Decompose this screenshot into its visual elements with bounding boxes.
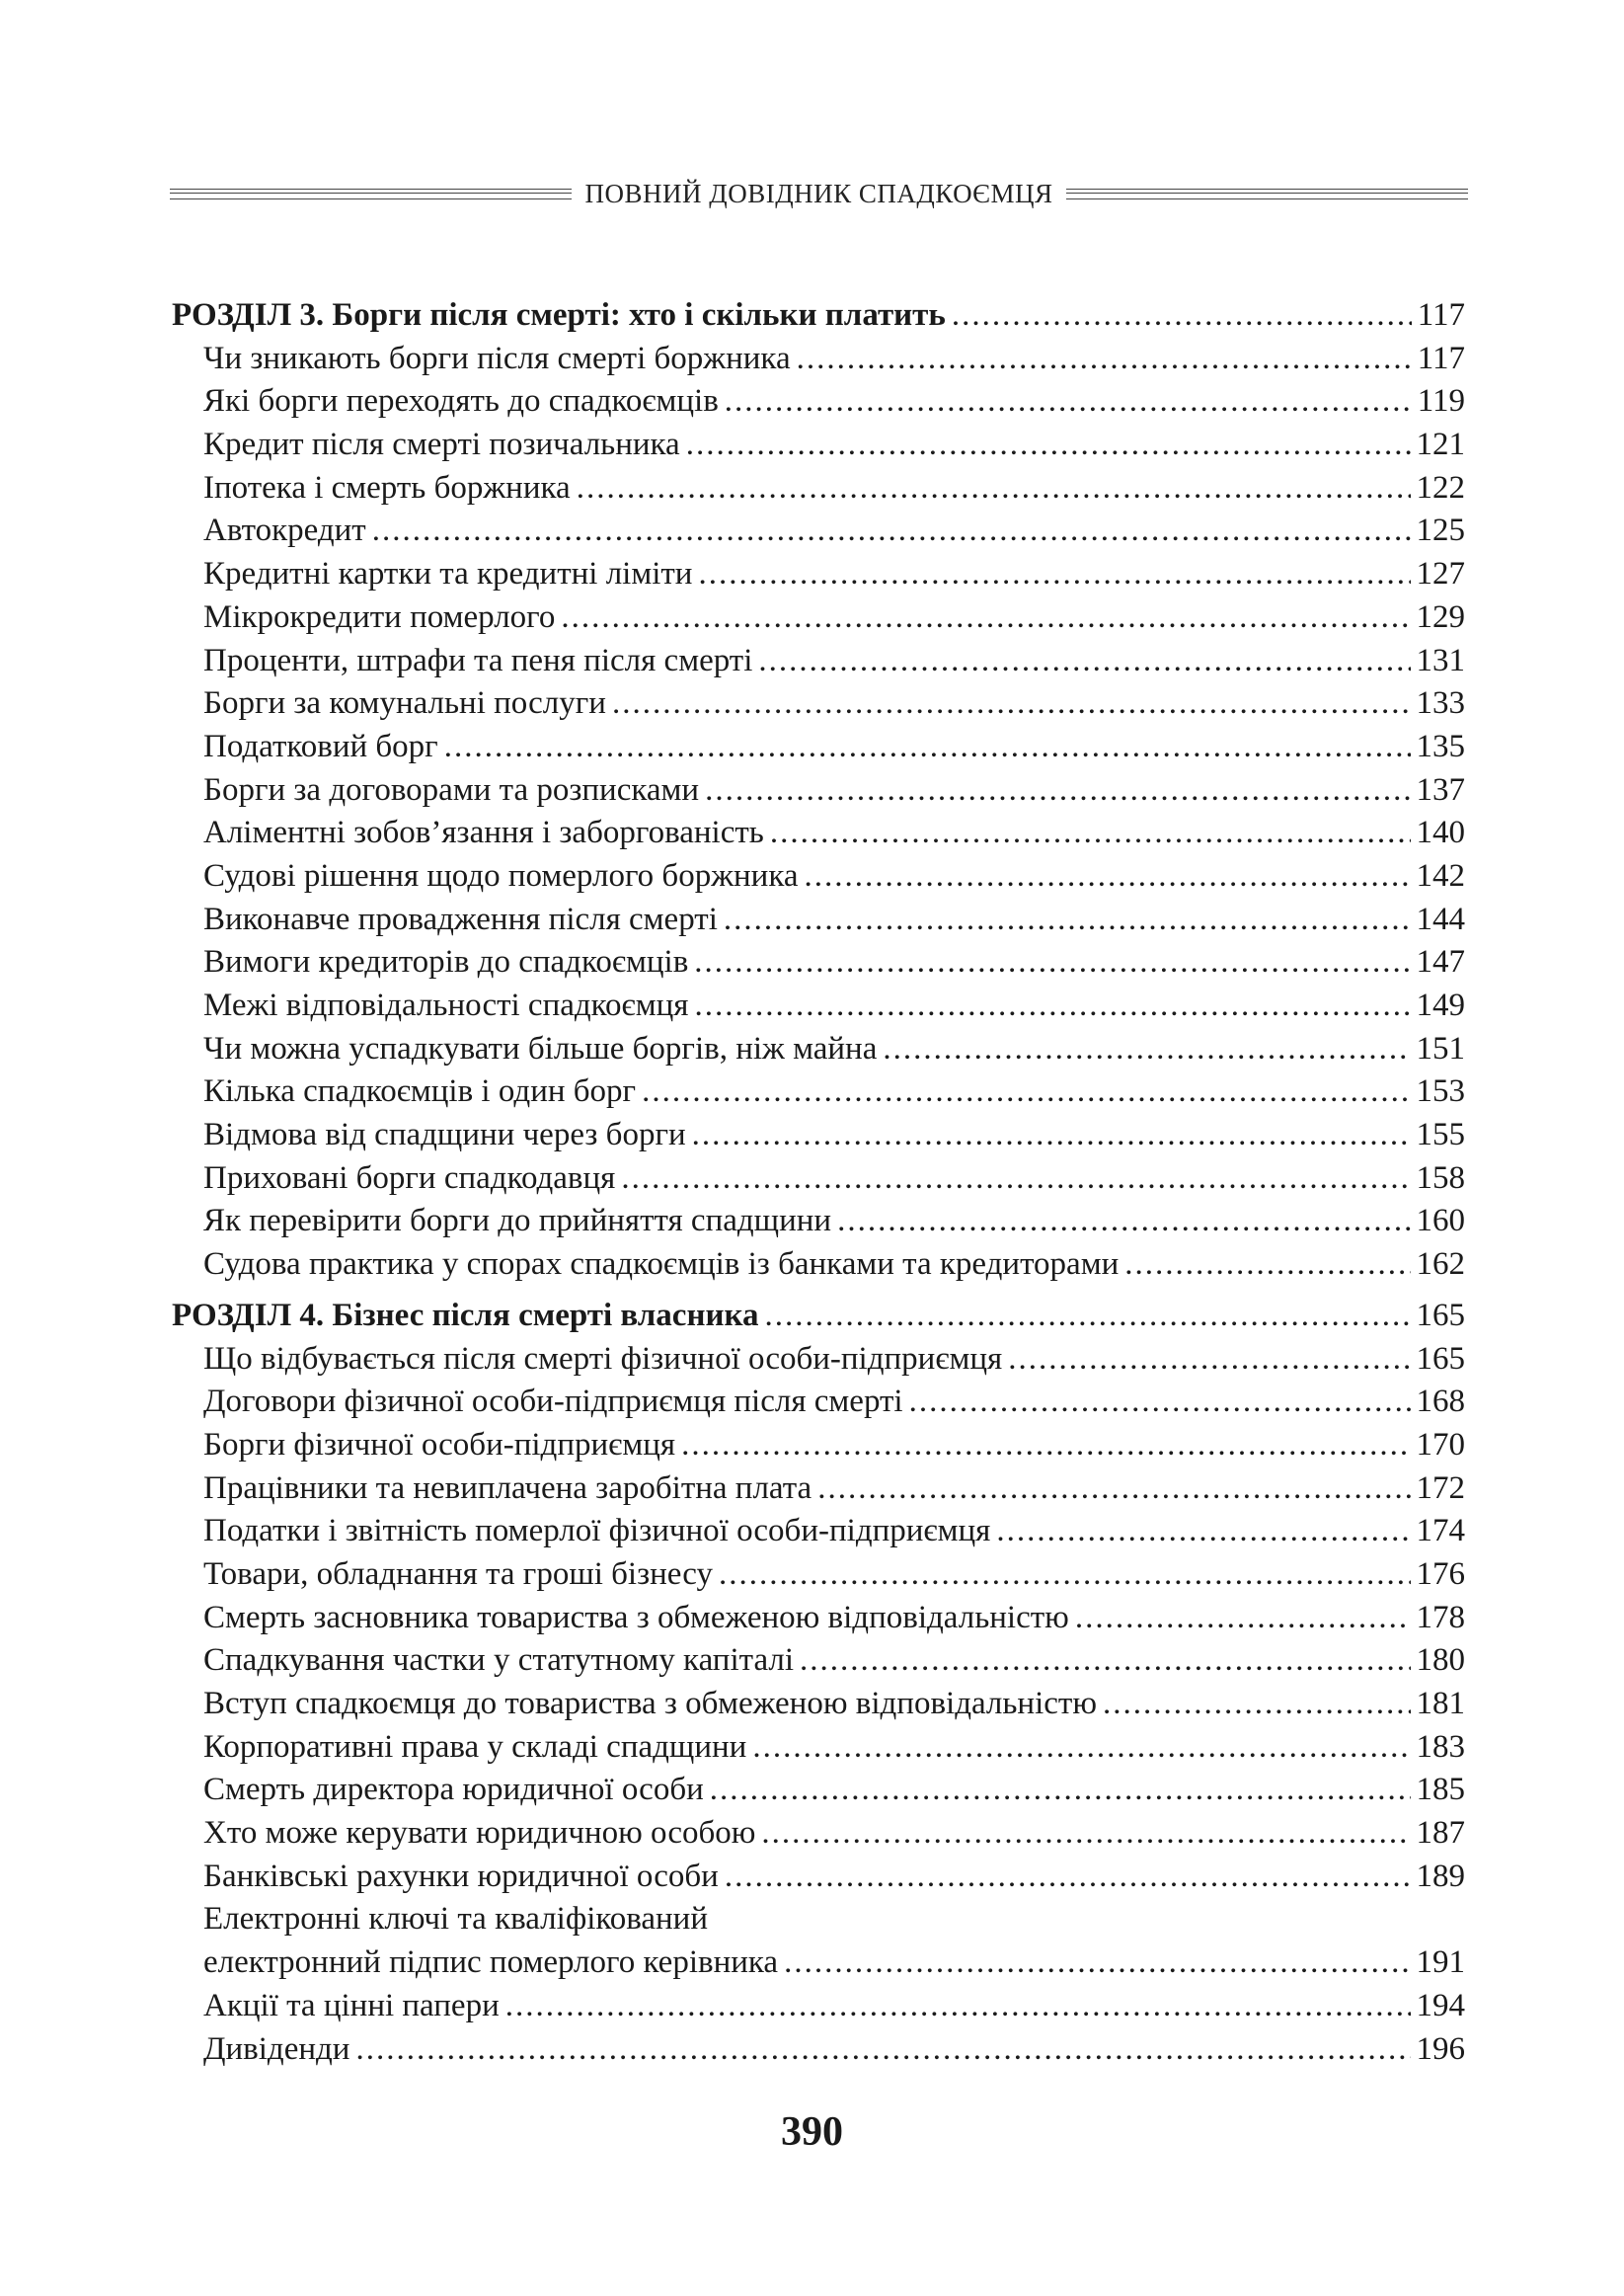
toc-entry	[172, 1683, 1465, 1726]
toc-entry-title: Приховані борги спадкодавця	[203, 1159, 616, 1196]
toc-entry	[172, 553, 1465, 596]
toc-entry	[172, 1381, 1465, 1424]
toc-entry-title: РОЗДІЛ 4. Бізнес після смерті власника	[172, 1297, 759, 1333]
toc-entry	[172, 1243, 1465, 1287]
dot-leader	[694, 985, 1410, 1028]
toc-entry-title: Вступ спадкоємця до товариства з обмеженою відповідальністю	[203, 1686, 1097, 1721]
toc-entry	[172, 855, 1465, 899]
header-rule-right	[1066, 189, 1468, 199]
toc-page-number: 158	[1416, 1159, 1465, 1196]
dot-leader	[800, 1639, 1410, 1683]
toc-entry	[172, 1114, 1465, 1157]
dot-leader	[770, 812, 1411, 855]
toc-page-number: 183	[1416, 1728, 1465, 1765]
dot-leader	[1075, 1597, 1411, 1640]
toc-entry-title: Аліментні зобов’язання і заборгованість	[203, 815, 764, 851]
toc-entry-title: Податковий борг	[203, 728, 438, 764]
toc-page-number: 117	[1417, 340, 1465, 376]
dot-leader	[621, 1157, 1410, 1201]
dot-leader	[764, 1295, 1410, 1338]
toc-entry	[172, 1985, 1465, 2028]
toc-page-number: 176	[1416, 1555, 1465, 1592]
dot-leader	[724, 899, 1411, 942]
dot-leader	[372, 510, 1411, 553]
toc-entry-title: Які борги переходять до спадкоємців	[203, 383, 719, 420]
toc-entry	[172, 596, 1465, 640]
toc-page-number: 165	[1416, 1297, 1465, 1333]
toc-section-entry	[172, 1295, 1465, 1338]
toc-page-number: 125	[1416, 513, 1465, 549]
toc-entry	[172, 1510, 1465, 1553]
toc-entry	[172, 941, 1465, 985]
toc-entry	[172, 985, 1465, 1028]
dot-leader	[681, 1424, 1410, 1467]
toc-page-number: 194	[1416, 1987, 1465, 2023]
dot-leader	[612, 682, 1411, 726]
toc-page-number: 162	[1416, 1246, 1465, 1283]
dot-leader	[577, 467, 1411, 511]
toc-page-number: 181	[1416, 1686, 1465, 1721]
toc-page-number: 133	[1416, 685, 1465, 722]
toc-page-number: 144	[1416, 901, 1465, 937]
toc-entry-title: Дивіденди	[203, 2030, 350, 2067]
toc-page-number: 129	[1416, 598, 1465, 635]
toc-page-number: 149	[1416, 988, 1465, 1023]
toc-entry	[172, 380, 1465, 424]
toc-entry	[172, 1424, 1465, 1467]
dot-leader	[692, 1114, 1411, 1157]
toc-entry-title: Судова практика у спорах спадкоємців із банками та кредиторами	[203, 1246, 1120, 1283]
toc-section-entry	[172, 294, 1465, 338]
dot-leader	[797, 338, 1412, 381]
page-number: 390	[781, 2109, 843, 2155]
toc-page-number: 117	[1417, 297, 1465, 333]
toc-entry-title: Відмова від спадщини через борги	[203, 1117, 686, 1153]
dot-leader	[805, 855, 1411, 899]
toc-entry	[172, 1941, 1465, 1985]
toc-entry	[172, 1812, 1465, 1856]
toc-page-number: 187	[1416, 1815, 1465, 1852]
toc-entry-title: Виконавче провадження після смерті	[203, 901, 718, 937]
toc-page-number: 121	[1416, 427, 1465, 463]
toc-entry	[172, 899, 1465, 942]
toc-page-number: 168	[1416, 1384, 1465, 1420]
toc-page-number: 153	[1416, 1073, 1465, 1110]
toc-entry-title: Банківські рахунки юридичної особи	[203, 1858, 719, 1894]
dot-leader	[909, 1381, 1411, 1424]
header-rule-left	[170, 189, 572, 199]
toc-entry	[172, 726, 1465, 769]
dot-leader	[837, 1200, 1410, 1243]
toc-page-number: 174	[1416, 1513, 1465, 1549]
toc-entry-title: Судові рішення щодо померлого боржника	[203, 857, 799, 894]
toc-entry	[172, 1338, 1465, 1382]
toc-entry-title: Хто може керувати юридичною особою	[203, 1815, 756, 1852]
toc-entry	[172, 1553, 1465, 1597]
toc-entry	[172, 640, 1465, 683]
toc-page-number: 135	[1416, 728, 1465, 764]
dot-leader	[996, 1510, 1410, 1553]
dot-leader	[761, 1812, 1410, 1856]
dot-leader	[710, 1769, 1411, 1812]
toc-page-number: 131	[1416, 642, 1465, 678]
toc-entry-title: Борги фізичної особи-підприємця	[203, 1426, 676, 1463]
toc-page-number: 137	[1416, 771, 1465, 808]
toc-page-number: 170	[1416, 1426, 1465, 1463]
toc-entry-title: Межі відповідальності спадкоємця	[203, 988, 689, 1023]
toc-page-number: 178	[1416, 1599, 1465, 1635]
toc-page-number: 185	[1416, 1772, 1465, 1808]
toc-entry	[172, 1726, 1465, 1770]
dot-leader	[784, 1941, 1410, 1985]
toc-entry	[172, 1157, 1465, 1201]
dot-leader	[505, 1985, 1411, 2028]
toc-entry-title: Товари, обладнання та гроші бізнесу	[203, 1555, 713, 1592]
toc-entry-title: Акції та цінні папери	[203, 1987, 500, 2023]
toc-page-number: 127	[1416, 556, 1465, 593]
toc-entry	[172, 1856, 1465, 1899]
dot-leader	[1103, 1683, 1411, 1726]
toc-entry-title: електронний підпис померлого керівника	[203, 1944, 779, 1981]
dot-leader	[752, 1726, 1410, 1770]
toc-entry-title: Чи зникають борги після смерті боржника	[203, 340, 791, 376]
toc-entry	[172, 812, 1465, 855]
dot-leader	[705, 769, 1410, 813]
toc-page-number: 191	[1416, 1944, 1465, 1981]
dot-leader	[686, 424, 1411, 467]
dot-leader	[355, 2028, 1410, 2072]
toc-entry	[172, 1070, 1465, 1114]
toc-entry-title: Чи можна успадкувати більше боргів, ніж майна	[203, 1030, 878, 1067]
dot-leader	[883, 1028, 1410, 1071]
toc-entry-title: Кілька спадкоємців і один борг	[203, 1073, 637, 1110]
toc-entry-title: Вимоги кредиторів до спадкоємців	[203, 944, 689, 981]
toc-entry	[172, 510, 1465, 553]
toc-entry-title: Корпоративні права у складі спадщини	[203, 1728, 747, 1765]
dot-leader	[1124, 1243, 1410, 1287]
dot-leader	[758, 640, 1410, 683]
toc-page-number: 142	[1416, 857, 1465, 894]
toc-page-number: 160	[1416, 1203, 1465, 1239]
toc-entry	[172, 467, 1465, 511]
toc-page-number: 119	[1417, 383, 1465, 420]
toc-page-number: 196	[1416, 2030, 1465, 2067]
dot-leader	[952, 294, 1412, 338]
dot-leader	[725, 1856, 1411, 1899]
toc-entry-title: Працівники та невиплачена заробітна плата	[203, 1469, 812, 1506]
dot-leader	[642, 1070, 1410, 1114]
toc-entry-title: Смерть засновника товариства з обмеженою відповідальністю	[203, 1599, 1069, 1635]
toc-entry-title: Спадкування частки у статутному капіталі	[203, 1642, 795, 1679]
toc-entry	[172, 1769, 1465, 1812]
toc-entry-title: Електронні ключі та кваліфікований	[203, 1901, 709, 1938]
toc-page-number: 151	[1416, 1030, 1465, 1067]
toc-entry-title: Кредит після смерті позичальника	[203, 427, 680, 463]
dot-leader	[1008, 1338, 1410, 1382]
toc-entry	[172, 1028, 1465, 1071]
toc-entry	[172, 1200, 1465, 1243]
toc-page-number: 172	[1416, 1469, 1465, 1506]
dot-leader	[719, 1553, 1411, 1597]
toc-entry	[172, 338, 1465, 381]
toc-page-number: 180	[1416, 1642, 1465, 1679]
toc-entry	[172, 424, 1465, 467]
running-header	[170, 176, 1468, 211]
toc-page-number: 122	[1416, 469, 1465, 506]
toc-page-number: 140	[1416, 815, 1465, 851]
dot-leader	[698, 553, 1410, 596]
dot-leader	[694, 941, 1410, 985]
toc-entry	[172, 2028, 1465, 2072]
toc-entry	[172, 1898, 1465, 1941]
toc-entry	[172, 1467, 1465, 1511]
dot-leader	[725, 380, 1412, 424]
toc-page-number: 155	[1416, 1117, 1465, 1153]
toc-entry-title: Податки і звітність померлої фізичної особи-підприємця	[203, 1513, 991, 1549]
toc-entry-title: Як перевірити борги до прийняття спадщини	[203, 1203, 832, 1239]
toc-entry-title: Смерть директора юридичної особи	[203, 1772, 704, 1808]
toc-entry	[172, 769, 1465, 813]
dot-leader	[561, 596, 1410, 640]
toc-entry-title: РОЗДІЛ 3. Борги після смерті: хто і скільки платить	[172, 297, 946, 333]
toc-entry-title: Проценти, штрафи та пеня після смерті	[203, 642, 753, 678]
toc-entry	[172, 682, 1465, 726]
toc-entry-title: Борги за комунальні послуги	[203, 685, 606, 722]
toc-entry-title: Мікрокредити померлого	[203, 598, 556, 635]
toc-entry-title: Автокредит	[203, 513, 366, 549]
table-of-contents	[172, 294, 1465, 2071]
toc-entry	[172, 1639, 1465, 1683]
toc-page-number: 147	[1416, 944, 1465, 981]
toc-entry-title: Борги за договорами та розписками	[203, 771, 700, 808]
toc-entry-title: Кредитні картки та кредитні ліміти	[203, 556, 693, 593]
toc-entry-title: Іпотека і смерть боржника	[203, 469, 571, 506]
toc-page-number: 189	[1416, 1858, 1465, 1894]
toc-page-number: 165	[1416, 1340, 1465, 1377]
toc-entry-title: Договори фізичної особи-підприємця після смерті	[203, 1384, 903, 1420]
toc-entry-title: Що відбувається після смерті фізичної особи-підприємця	[203, 1340, 1003, 1377]
dot-leader	[444, 726, 1411, 769]
dot-leader	[817, 1467, 1410, 1511]
book-title: ПОВНИЙ ДОВІДНИК СПАДКОЄМЦЯ	[584, 178, 1053, 208]
toc-entry	[172, 1597, 1465, 1640]
